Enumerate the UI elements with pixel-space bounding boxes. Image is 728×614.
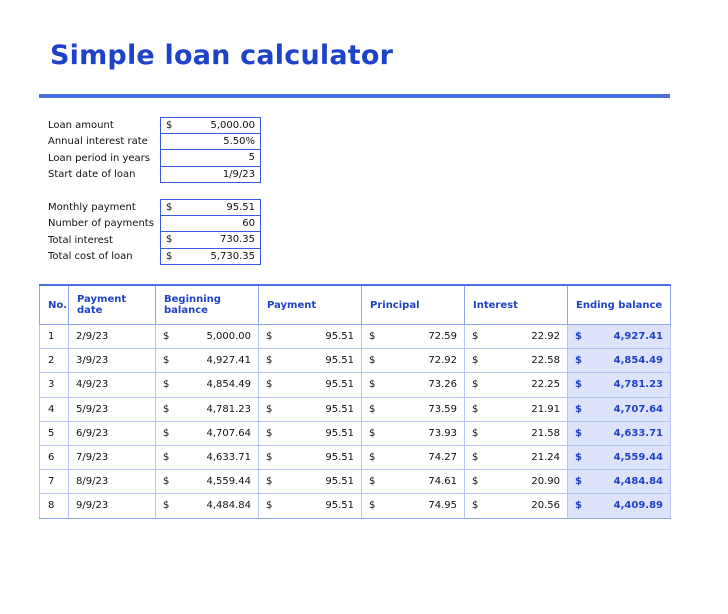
cell-no[interactable]: 8 [40,494,69,518]
cell-value: 22.25 [531,379,560,391]
money-cell [575,428,663,439]
cell-payment[interactable] [259,470,362,494]
cell-value: 4,484.84 [206,500,251,512]
currency-symbol: $ [266,476,273,488]
currency-symbol: $ [163,452,170,464]
currency-symbol: $ [575,331,582,343]
loan-inputs [44,117,261,183]
table-row [40,470,671,494]
cell-payment[interactable] [259,373,362,397]
input-value: 5,000.00 [210,119,255,131]
cell-value: 4,927.41 [206,355,251,367]
column-header-interest[interactable]: Interest [465,285,568,325]
cell-beginning-balance[interactable] [156,421,259,445]
input-row-interest-rate [44,134,261,151]
cell-interest[interactable] [465,373,568,397]
input-label: Start date of loan [48,169,136,181]
table-row [40,349,671,373]
cell-ending-balance[interactable] [568,373,671,397]
money-cell [575,452,663,463]
loan-period-field[interactable] [160,150,261,167]
cell-value: 95.51 [325,379,354,391]
currency-symbol: $ [266,355,273,367]
cell-value: 95.51 [325,427,354,439]
money-cell [369,404,457,415]
cell-interest[interactable] [465,421,568,445]
currency-symbol: $ [472,427,479,439]
money-cell [472,500,560,511]
cell-beginning-balance[interactable] [156,470,259,494]
table-row [40,397,671,421]
result-label: Total cost of loan [48,251,133,263]
money-cell [369,500,457,511]
start-date-field[interactable] [160,167,261,184]
cell-interest[interactable] [465,470,568,494]
money-cell [575,355,663,366]
cell-value: 73.59 [428,403,457,415]
result-value: 60 [242,217,255,229]
money-cell [266,428,354,439]
cell-interest[interactable] [465,445,568,469]
column-header-payment-date[interactable]: Payment date [69,285,156,325]
cell-payment[interactable] [259,325,362,349]
column-header-beginning-balance[interactable]: Beginning balance [156,285,259,325]
currency-symbol: $ [266,427,273,439]
cell-payment-date[interactable]: 2/9/23 [69,325,156,349]
currency-symbol: $ [266,500,273,512]
cell-beginning-balance[interactable] [156,494,259,518]
cell-interest[interactable] [465,325,568,349]
cell-value: 4,707.64 [613,403,663,415]
cell-payment[interactable] [259,349,362,373]
table-row [40,325,671,349]
money-cell [472,428,560,439]
cell-value: 5,000.00 [206,331,251,343]
cell-value: 72.59 [428,331,457,343]
interest-rate-field[interactable] [160,134,261,151]
money-cell [266,476,354,487]
loan-results [44,199,261,265]
money-cell [369,355,457,366]
cell-value: 95.51 [325,476,354,488]
currency-symbol: $ [266,452,273,464]
cell-payment[interactable] [259,445,362,469]
cell-no[interactable]: 3 [40,373,69,397]
cell-ending-balance[interactable] [568,325,671,349]
cell-no[interactable]: 7 [40,470,69,494]
input-row-start-date [44,167,261,184]
cell-beginning-balance[interactable] [156,349,259,373]
currency-symbol: $ [472,476,479,488]
cell-value: 95.51 [325,331,354,343]
currency-symbol: $ [369,476,376,488]
result-label: Number of payments [48,218,154,230]
currency-symbol: $ [163,476,170,488]
cell-payment-date[interactable]: 8/9/23 [69,470,156,494]
cell-principal[interactable] [362,494,465,518]
cell-value: 4,707.64 [206,427,251,439]
currency-symbol: $ [163,403,170,415]
cell-no[interactable]: 2 [40,349,69,373]
money-cell [163,379,251,390]
cell-payment-date[interactable]: 5/9/23 [69,397,156,421]
result-label: Monthly payment [48,201,136,213]
currency-symbol: $ [575,476,582,488]
cell-payment-date[interactable]: 3/9/23 [69,349,156,373]
cell-value: 4,854.49 [206,379,251,391]
table-header-row [40,285,671,325]
money-cell [266,379,354,390]
currency-symbol: $ [575,403,582,415]
currency-symbol: $ [163,379,170,391]
cell-value: 21.24 [531,452,560,464]
cell-principal[interactable] [362,421,465,445]
money-cell [163,355,251,366]
cell-value: 20.56 [531,500,560,512]
cell-value: 4,409.89 [613,500,663,512]
cell-value: 95.51 [325,403,354,415]
cell-ending-balance[interactable] [568,445,671,469]
cell-payment-date[interactable]: 9/9/23 [69,494,156,518]
money-cell [575,404,663,415]
column-header-principal[interactable]: Principal [362,285,465,325]
money-cell [266,404,354,415]
column-header-ending-balance[interactable]: Ending balance [568,285,671,325]
currency-symbol: $ [369,500,376,512]
table-row [40,494,671,518]
money-cell [369,379,457,390]
cell-value: 95.51 [325,500,354,512]
currency-symbol: $ [472,500,479,512]
money-cell [163,476,251,487]
money-cell [369,476,457,487]
cell-value: 95.51 [325,355,354,367]
cell-value: 4,633.71 [613,427,663,439]
currency-symbol: $ [472,331,479,343]
cell-no[interactable]: 1 [40,325,69,349]
currency-symbol: $ [266,379,273,391]
cell-value: 74.95 [428,500,457,512]
money-cell [266,500,354,511]
cell-value: 4,484.84 [613,476,663,488]
cell-payment-date[interactable]: 6/9/23 [69,421,156,445]
money-cell [575,379,663,390]
column-header-payment[interactable]: Payment [259,285,362,325]
cell-ending-balance[interactable] [568,397,671,421]
currency-symbol: $ [369,403,376,415]
cell-interest[interactable] [465,349,568,373]
input-value: 5 [248,152,255,164]
cell-payment-date[interactable]: 4/9/23 [69,373,156,397]
result-row-total-cost [44,249,261,266]
currency-symbol: $ [575,355,582,367]
input-value: 5.50% [223,135,255,147]
table-row [40,373,671,397]
cell-payment[interactable] [259,421,362,445]
result-label: Total interest [48,234,113,246]
cell-value: 4,854.49 [613,355,663,367]
cell-payment[interactable] [259,397,362,421]
currency-symbol: $ [472,452,479,464]
currency-symbol: $ [266,403,273,415]
money-cell [575,476,663,487]
money-cell [575,500,663,511]
money-cell [472,331,560,342]
cell-interest[interactable] [465,494,568,518]
money-cell [266,331,354,342]
cell-ending-balance[interactable] [568,494,671,518]
cell-interest[interactable] [465,397,568,421]
money-cell [163,331,251,342]
cell-value: 95.51 [325,452,354,464]
cell-value: 4,633.71 [206,452,251,464]
cell-principal[interactable] [362,349,465,373]
currency-symbol: $ [369,331,376,343]
cell-value: 74.27 [428,452,457,464]
currency-symbol: $ [166,250,173,262]
cell-value: 73.93 [428,427,457,439]
monthly-payment-value [160,199,261,216]
number-of-payments-value [160,216,261,233]
currency-symbol: $ [369,355,376,367]
cell-value: 73.26 [428,379,457,391]
cell-value: 4,559.44 [613,452,663,464]
money-cell [575,331,663,342]
cell-principal[interactable] [362,325,465,349]
money-cell [163,404,251,415]
cell-value: 4,781.23 [206,403,251,415]
currency-symbol: $ [166,234,173,246]
result-value: 730.35 [220,234,255,246]
cell-beginning-balance[interactable] [156,373,259,397]
money-cell [163,428,251,439]
cell-payment-date[interactable]: 7/9/23 [69,445,156,469]
currency-symbol: $ [163,355,170,367]
total-cost-value [160,249,261,266]
money-cell [163,452,251,463]
result-row-total-interest [44,232,261,249]
cell-value: 22.58 [531,355,560,367]
cell-beginning-balance[interactable] [156,445,259,469]
currency-symbol: $ [575,379,582,391]
money-cell [472,404,560,415]
page-title: Simple loan calculator [50,40,394,71]
money-cell [472,355,560,366]
money-cell [369,331,457,342]
currency-symbol: $ [369,452,376,464]
currency-symbol: $ [369,427,376,439]
cell-value: 21.58 [531,427,560,439]
currency-symbol: $ [472,379,479,391]
cell-value: 21.91 [531,403,560,415]
money-cell [163,500,251,511]
result-value: 5,730.35 [210,250,255,262]
cell-no[interactable]: 5 [40,421,69,445]
payment-schedule-table [39,284,671,519]
money-cell [369,452,457,463]
result-row-monthly-payment [44,199,261,216]
currency-symbol: $ [575,427,582,439]
currency-symbol: $ [163,427,170,439]
table-row [40,445,671,469]
money-cell [266,452,354,463]
money-cell [472,476,560,487]
currency-symbol: $ [369,379,376,391]
currency-symbol: $ [163,331,170,343]
cell-beginning-balance[interactable] [156,397,259,421]
money-cell [369,428,457,439]
money-cell [472,379,560,390]
cell-value: 74.61 [428,476,457,488]
total-interest-value [160,232,261,249]
currency-symbol: $ [472,355,479,367]
money-cell [266,355,354,366]
loan-amount-field[interactable] [160,117,261,134]
cell-ending-balance[interactable] [568,421,671,445]
table-row [40,421,671,445]
cell-value: 4,559.44 [206,476,251,488]
cell-ending-balance[interactable] [568,349,671,373]
input-label: Annual interest rate [48,136,148,148]
cell-value: 22.92 [531,331,560,343]
cell-value: 72.92 [428,355,457,367]
result-row-number-of-payments [44,216,261,233]
cell-ending-balance[interactable] [568,470,671,494]
input-value: 1/9/23 [222,168,255,180]
currency-symbol: $ [575,452,582,464]
currency-symbol: $ [166,201,173,213]
cell-payment[interactable] [259,494,362,518]
input-row-loan-period [44,150,261,167]
cell-no[interactable]: 4 [40,397,69,421]
cell-value: 4,781.23 [613,379,663,391]
cell-value: 20.90 [531,476,560,488]
input-label: Loan period in years [48,152,151,164]
input-row-loan-amount [44,117,261,134]
cell-principal[interactable] [362,397,465,421]
result-value: 95.51 [226,201,255,213]
input-label: Loan amount [48,119,114,131]
cell-value: 4,927.41 [613,331,663,343]
title-divider [39,94,670,98]
cell-principal[interactable] [362,445,465,469]
column-header-no[interactable]: No. [40,285,69,325]
currency-symbol: $ [575,500,582,512]
money-cell [472,452,560,463]
cell-principal[interactable] [362,373,465,397]
currency-symbol: $ [266,331,273,343]
currency-symbol: $ [163,500,170,512]
cell-beginning-balance[interactable] [156,325,259,349]
currency-symbol: $ [472,403,479,415]
currency-symbol: $ [166,119,173,131]
cell-no[interactable]: 6 [40,445,69,469]
cell-principal[interactable] [362,470,465,494]
